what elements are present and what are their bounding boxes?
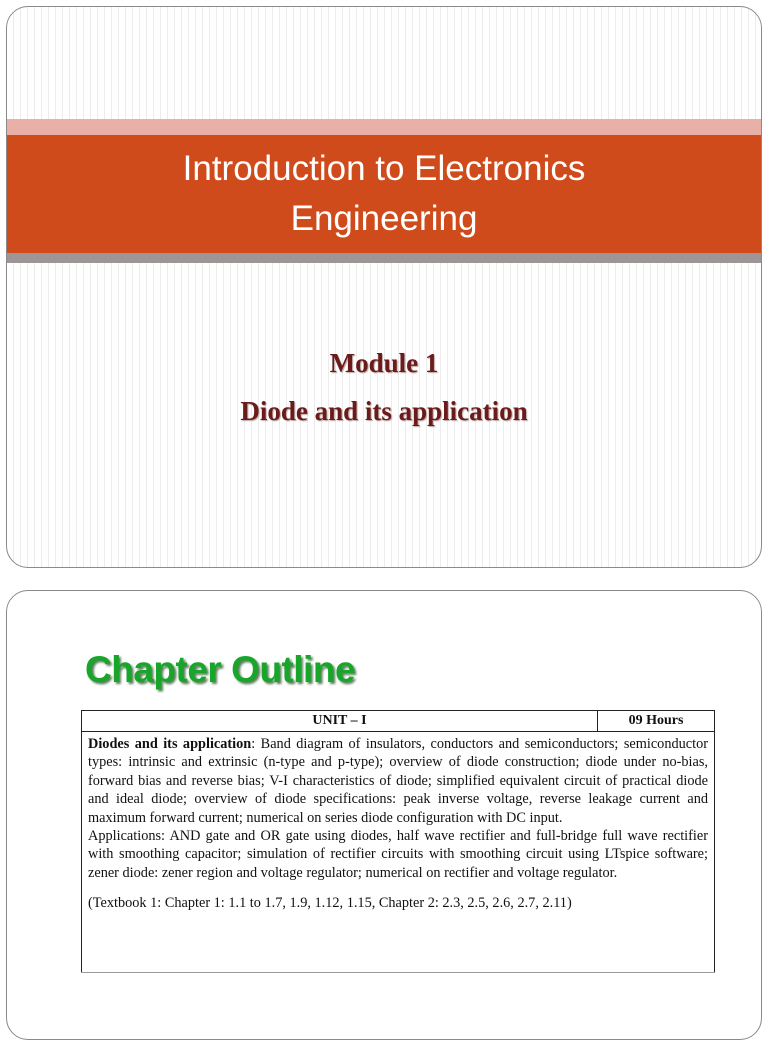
textbook-reference: (Textbook 1: Chapter 1: 1.1 to 1.7, 1.9, 1.12, 1.15, Chapter 2: 2.3, 2.5, 2.6, 2.7, 2.11) (88, 895, 572, 912)
syllabus-table (81, 710, 715, 972)
slide-title-line-2: Engineering (290, 199, 478, 238)
module-subtitle (7, 339, 761, 435)
title-band-bottom-stripe (7, 253, 761, 263)
hours-label: 09 Hours (628, 713, 684, 728)
unit-label: UNIT – I (82, 711, 598, 731)
module-topic: Diode and its application (240, 396, 528, 426)
title-band (7, 135, 761, 253)
slide-title-line-1: Introduction to Electronics (182, 149, 586, 188)
syllabus-applications: Applications: AND gate and OR gate using diodes, half wave rectifier and full-bridge full wave rectifier with smoothing capacitor; simulation of rectifier circuits with smoothing circuit using LTspice software; zener diode: zener region and voltage regulator; numerical on rectifier and voltage regulator. (88, 828, 708, 881)
chapter-outline-slide (6, 590, 762, 1040)
title-slide (6, 6, 762, 568)
module-number: Module 1 (329, 348, 439, 378)
syllabus-paragraph-1 (88, 735, 708, 827)
syllabus-lead: Diodes and its application (88, 736, 252, 752)
syllabus-content (82, 732, 714, 913)
syllabus-topics: : Band diagram of insulators, conductors and semiconductors; semiconductor types: intrinsic and extrinsic (n-type and p-type); overview of diode construction; diode under no-bias, forward bias and reverse bias; V-I characteristics of diode; simplified equivalent circuit of practical diode and ideal diode; overview of diode specifications: peak inverse voltage, reverse leakage current and maximum forward current; numerical on series diode configuration with DC input. (88, 736, 708, 826)
syllabus-header-row (82, 711, 714, 732)
chapter-outline-heading: Chapter Outline (85, 649, 356, 690)
table-bottom-rule (81, 972, 715, 973)
title-band-top-stripe (7, 119, 761, 135)
